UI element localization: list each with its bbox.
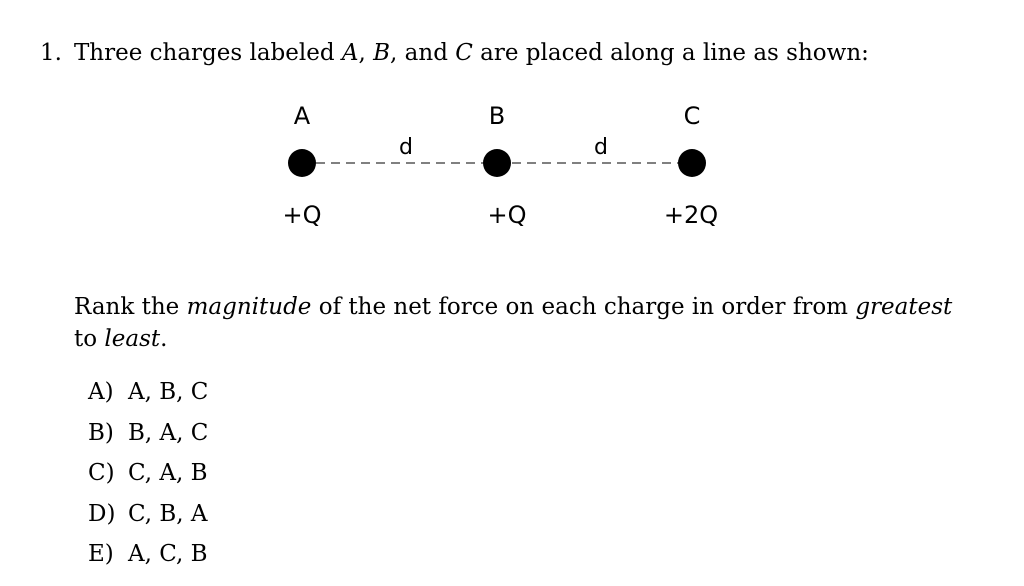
charge-value-a: +Q <box>282 201 322 229</box>
charges-diagram <box>0 0 1024 260</box>
charge-label-b: B <box>488 102 506 130</box>
question-sep-2: , and <box>390 40 456 66</box>
question-text-after: are placed along a line as shown: <box>472 40 869 66</box>
label-a-italic: A <box>341 40 359 66</box>
ranking-prompt <box>74 291 954 355</box>
option-letter: C) <box>88 460 115 486</box>
option-text: C, B, A <box>128 500 208 527</box>
option-e[interactable] <box>88 538 208 579</box>
question-number: 1. <box>40 40 62 66</box>
charge-dot-b <box>483 149 511 177</box>
question-text-before: Three charges labeled <box>73 40 342 66</box>
prompt-part-1: Rank the <box>74 294 187 320</box>
option-letter: A) <box>88 379 114 405</box>
charge-dot-c <box>678 149 706 177</box>
option-letter: E) <box>88 541 114 567</box>
distance-label-bc: d <box>594 135 608 160</box>
label-c-italic: C <box>455 40 473 66</box>
distance-label-ab: d <box>399 135 413 160</box>
option-a[interactable] <box>88 376 208 417</box>
option-letter: B) <box>88 419 114 446</box>
charge-value-b: +Q <box>487 201 527 229</box>
charge-label-c: C <box>683 102 701 130</box>
prompt-em-greatest: greatest <box>855 294 953 320</box>
prompt-part-3: to <box>74 326 105 352</box>
answer-options <box>88 376 208 579</box>
charge-dot-a <box>288 149 316 177</box>
question-sep-1: , <box>358 40 374 66</box>
option-text: A, B, C <box>128 379 209 405</box>
option-text: B, A, C <box>128 419 209 446</box>
option-letter: D) <box>88 500 116 527</box>
charge-label-a: A <box>293 102 311 130</box>
charge-value-c: +2Q <box>663 201 719 229</box>
option-text: C, A, B <box>128 460 208 486</box>
prompt-em-magnitude: magnitude <box>186 294 312 320</box>
option-text: A, C, B <box>128 541 208 567</box>
label-b-italic: B <box>373 40 391 66</box>
prompt-part-2: of the net force on each charge in order from <box>311 294 856 320</box>
prompt-part-4: . <box>160 326 168 352</box>
option-c[interactable] <box>88 457 208 498</box>
prompt-em-least: least <box>104 326 161 352</box>
option-d[interactable] <box>88 498 208 539</box>
option-b[interactable] <box>88 417 208 458</box>
